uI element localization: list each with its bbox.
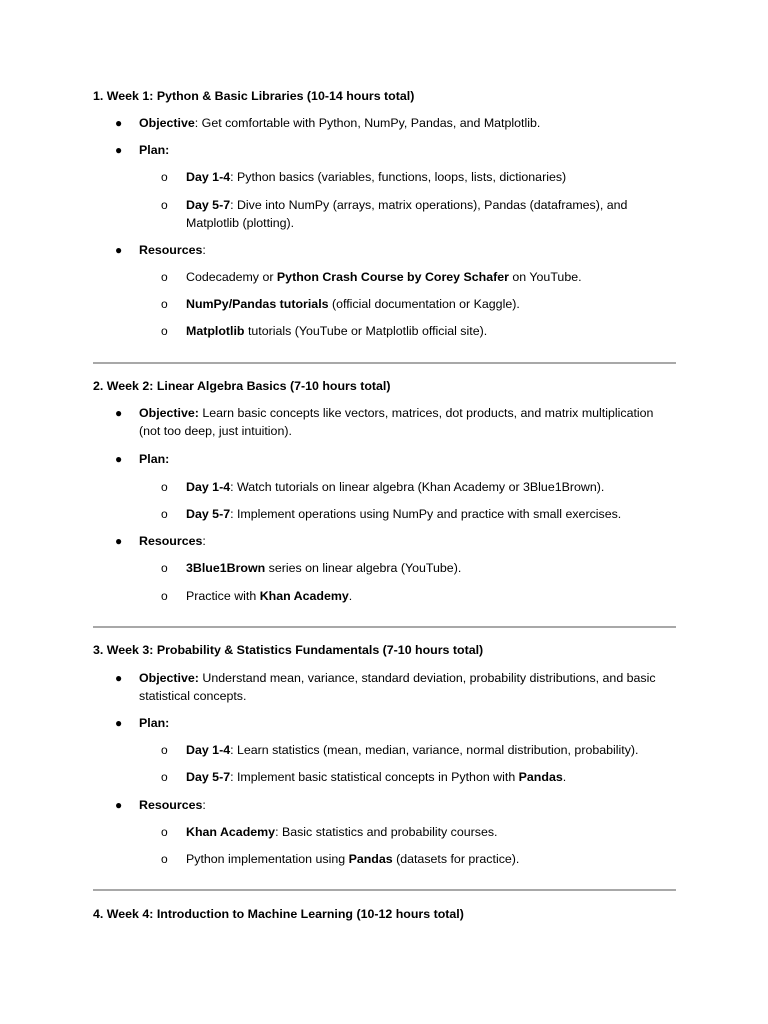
plan-subitem-text: : Watch tutorials on linear algebra (Khan Academy or 3Blue1Brown). [230, 480, 605, 494]
bullet-icon: ● [115, 671, 123, 685]
bullet-icon: ● [115, 534, 123, 548]
section-title: 4. Week 4: Introduction to Machine Learning (10-12 hours total) [93, 907, 464, 921]
plan-label: Plan [139, 143, 166, 157]
resources-label: Resources [139, 534, 203, 548]
circle-bullet-icon: o [161, 507, 168, 521]
resource-bold: Pandas [348, 852, 393, 866]
resource-text: (datasets for practice). [392, 852, 520, 866]
circle-bullet-icon: o [161, 198, 168, 212]
plan-label: Plan [139, 452, 166, 466]
plan-colon: : [165, 143, 170, 157]
bullet-icon: ● [115, 116, 123, 130]
circle-bullet-icon: o [161, 852, 168, 866]
resources-colon: : [202, 243, 206, 257]
resource-text: tutorials (YouTube or Matplotlib official site). [244, 324, 488, 338]
bullet-icon: ● [115, 716, 123, 730]
circle-bullet-icon: o [161, 589, 168, 603]
resource-bold: Matplotlib [186, 324, 245, 338]
section-divider [93, 889, 676, 891]
resource-text: : Basic statistics and probability courses. [275, 825, 498, 839]
resource-bold: NumPy/Pandas tutorials [186, 297, 329, 311]
bullet-icon: ● [115, 243, 123, 257]
resource-bold: Python Crash Course by Corey Schafer [276, 270, 509, 284]
circle-bullet-icon: o [161, 561, 168, 575]
circle-bullet-icon: o [161, 770, 168, 784]
resource-text: series on linear algebra (YouTube). [265, 561, 462, 575]
section-title: 1. Week 1: Python & Basic Libraries (10-14 hours total) [93, 89, 415, 103]
circle-bullet-icon: o [161, 743, 168, 757]
resource-text: (official documentation or Kaggle). [328, 297, 520, 311]
section-divider [93, 362, 676, 364]
section-title: 2. Week 2: Linear Algebra Basics (7-10 hours total) [93, 379, 391, 393]
plan-colon: : [165, 716, 170, 730]
plan-subitem-bold: Day 5-7 [186, 198, 231, 212]
circle-bullet-icon: o [161, 270, 168, 284]
resource-pre: Python implementation using [186, 852, 349, 866]
circle-bullet-icon: o [161, 825, 168, 839]
resource-bold: Khan Academy [259, 589, 349, 603]
bullet-icon: ● [115, 143, 123, 157]
resource-bold: 3Blue1Brown [186, 561, 266, 575]
resources-label: Resources [139, 798, 203, 812]
resource-pre: Practice with [186, 589, 260, 603]
plan-subitem-text: . [562, 770, 567, 784]
objective-text: Understand mean, variance, standard deviation, probability distributions, and basic statistical concepts. [139, 671, 656, 703]
resource-bold: Khan Academy [186, 825, 276, 839]
circle-bullet-icon: o [161, 480, 168, 494]
resources-label: Resources [139, 243, 203, 257]
plan-subitem-text: : Learn statistics (mean, median, variance, normal distribution, probability). [230, 743, 639, 757]
objective-text: Learn basic concepts like vectors, matrices, dot products, and matrix multiplication (not too deep, just intuition). [139, 406, 654, 438]
objective-label: Objective [139, 116, 195, 130]
section-title: 3. Week 3: Probability & Statistics Fundamentals (7-10 hours total) [93, 643, 484, 657]
section-divider [93, 626, 676, 628]
objective-label: Objective: [139, 671, 199, 685]
plan-subitem-bold: Day 5-7 [186, 770, 231, 784]
objective-text: : Get comfortable with Python, NumPy, Pandas, and Matplotlib. [194, 116, 541, 130]
plan-subitem-text: : Implement operations using NumPy and practice with small exercises. [230, 507, 622, 521]
resource-text: on YouTube. [508, 270, 582, 284]
plan-subitem-bold: Day 1-4 [186, 170, 231, 184]
plan-subitem-text: : Python basics (variables, functions, loops, lists, dictionaries) [230, 170, 567, 184]
resource-pre: Codecademy or [186, 270, 277, 284]
plan-subitem-bold: Pandas [518, 770, 563, 784]
objective-label: Objective: [139, 406, 199, 420]
circle-bullet-icon: o [161, 170, 168, 184]
resources-colon: : [202, 534, 206, 548]
plan-subitem-bold: Day 1-4 [186, 743, 231, 757]
bullet-icon: ● [115, 406, 123, 420]
plan-colon: : [165, 452, 170, 466]
plan-subitem-bold: Day 1-4 [186, 480, 231, 494]
plan-subitem-bold: Day 5-7 [186, 507, 231, 521]
circle-bullet-icon: o [161, 324, 168, 338]
resources-colon: : [202, 798, 206, 812]
plan-label: Plan [139, 716, 166, 730]
plan-subitem-text: : Implement basic statistical concepts in Python with [230, 770, 519, 784]
plan-subitem-text: : Dive into NumPy (arrays, matrix operations), Pandas (dataframes), and Matplotlib (plotting). [186, 198, 628, 230]
bullet-icon: ● [115, 798, 123, 812]
resource-text: . [348, 589, 353, 603]
circle-bullet-icon: o [161, 297, 168, 311]
bullet-icon: ● [115, 452, 123, 466]
